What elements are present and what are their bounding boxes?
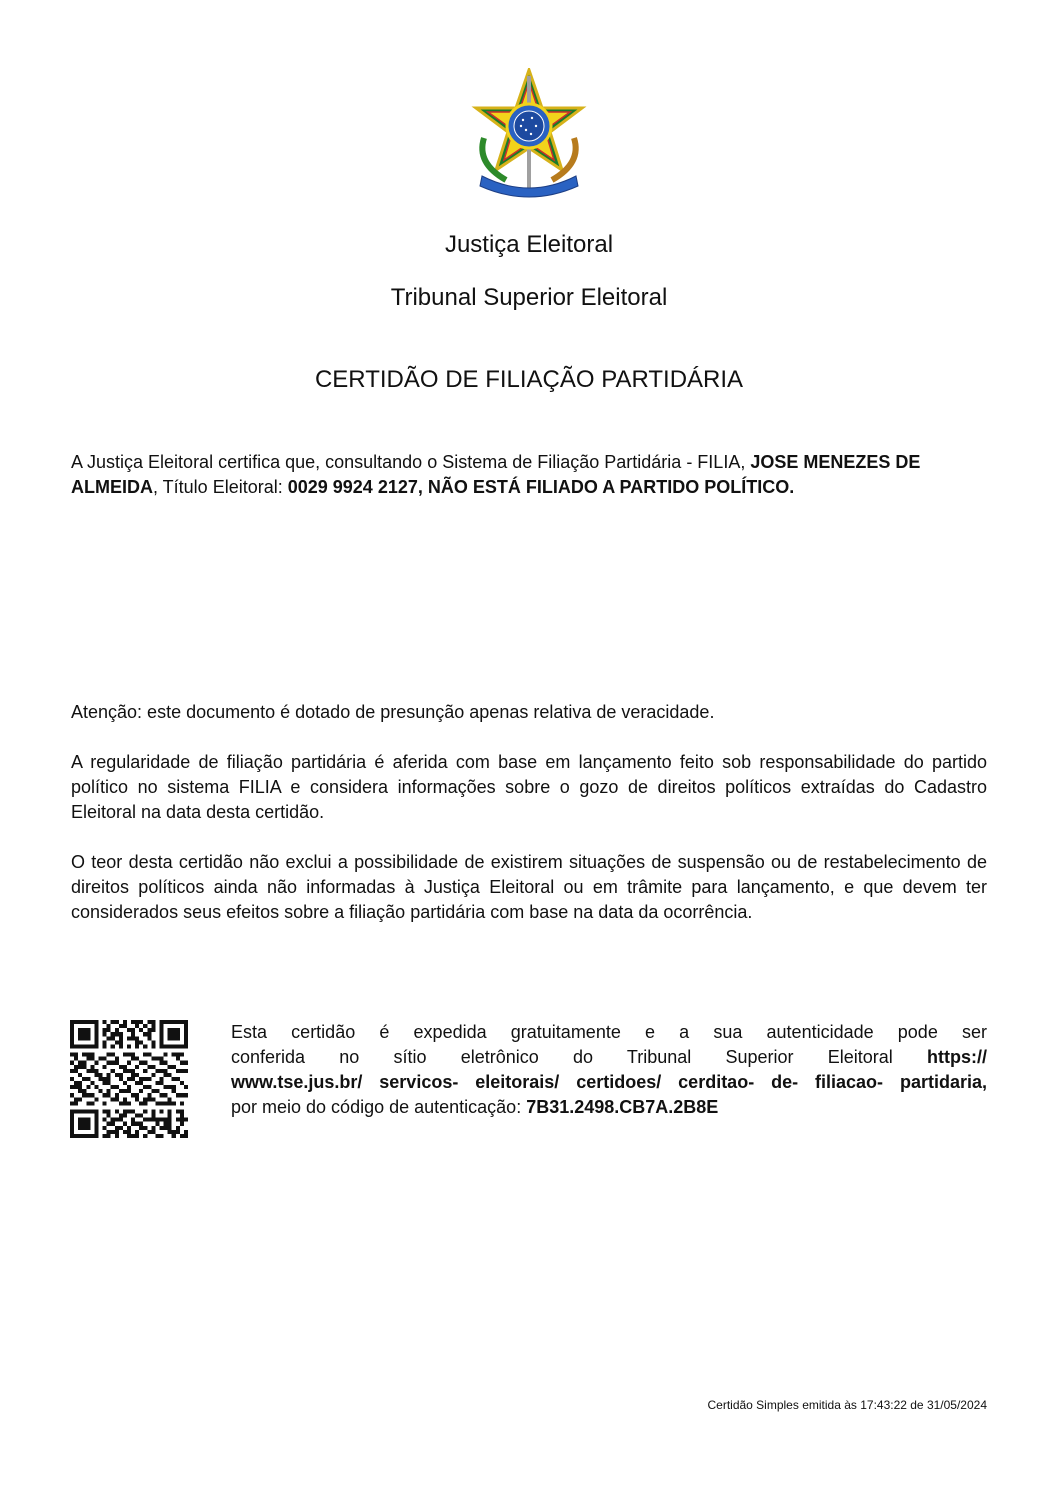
authentication-line-4 [231,1095,987,1120]
verification-site-text: conferida no sítio eletrônico do Tribunal Superior Eleitoral [231,1047,927,1067]
authentication-block [231,1020,987,1120]
issue-timestamp: Certidão Simples emitida às 17:43:22 de 31/05/2024 [707,1398,987,1412]
voter-id-label: , Título Eleitoral: [153,477,288,497]
qr-code-icon [70,1020,188,1138]
content-note: O teor desta certidão não exclui a possibilidade de existirem situações de suspensão ou de restabelecimento de direitos políticos ainda não informadas à Justiça Eleitoral ou em trâmite para lançamento, e que devem ter considerados seus efeitos sobre a filiação partidária com base na data da ocorrência. [71,852,987,922]
org-primary-name: Justiça Eleitoral [444,231,614,258]
document-title: CERTIDÃO DE FILIAÇÃO PARTIDÁRIA [314,366,744,393]
voter-id: 0029 9924 2127 [287,477,418,497]
org-secondary-name: Tribunal Superior Eleitoral [390,284,668,311]
authentication-line-1: Esta certidão é expedida gratuitamente e a sua autenticidade pode ser [231,1022,987,1042]
regularity-note: A regularidade de filiação partidária é aferida com base em lançamento feito sob responsabilidade do partido político no sistema FILIA e considera informações sobre o gozo de direitos políticos extraídas do Cadastro Eleitoral na data desta certidão. [71,752,987,822]
authentication-line-2 [231,1045,987,1070]
affiliation-status: , NÃO ESTÁ FILIADO A PARTIDO POLÍTICO. [417,477,795,497]
attention-note: Atenção: este documento é dotado de presunção apenas relativa de veracidade. [71,702,715,722]
certification-text [71,450,987,500]
auth-code-label: por meio do código de autenticação: [231,1097,527,1117]
brazil-coat-of-arms-icon [466,68,592,198]
auth-code: 7B31.2498.CB7A.2B8E [526,1097,719,1117]
person-name: JOSE MENEZES DE ALMEIDA [71,452,921,497]
verification-url[interactable]: www.tse.jus.br/ servicos- eleitorais/ certidoes/ cerditao- de- filiacao- partidaria, [231,1072,987,1092]
verification-url-prefix[interactable]: https:// [927,1047,987,1067]
certification-intro: A Justiça Eleitoral certifica que, consultando o Sistema de Filiação Partidária - FILIA, [71,452,751,472]
